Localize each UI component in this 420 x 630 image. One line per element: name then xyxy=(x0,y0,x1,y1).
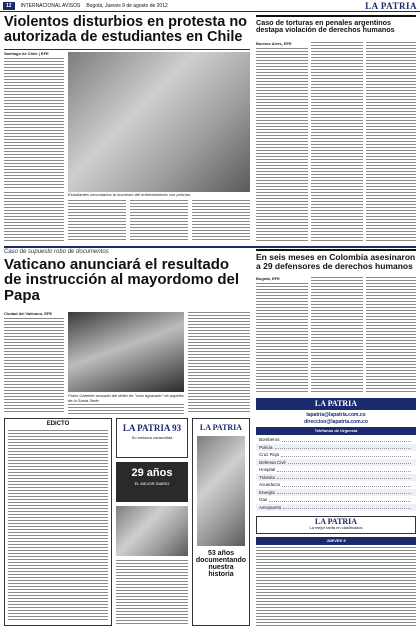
email-secondary[interactable]: direccion@lapatria.com.co xyxy=(304,419,368,425)
right-top-rule xyxy=(256,15,416,17)
lapatria-box-title: LA PATRIA xyxy=(256,398,416,410)
vatican-kicker: Caso de supuesto robo de documentos xyxy=(4,249,109,255)
directory-row-leader xyxy=(277,474,411,480)
torture-dateline: Buenos Aires, EFE xyxy=(256,41,292,46)
directory-row-label: Defensa Civil xyxy=(259,459,286,465)
directory-row xyxy=(256,504,416,512)
directory-row xyxy=(256,466,416,474)
directory-row-label: Acueducto xyxy=(259,482,281,487)
colombia-headline: En seis meses en Colombia asesinaron a 29 defensores de derechos humanos xyxy=(256,252,416,271)
directory-row-label: Bomberos xyxy=(259,437,280,442)
masthead-brand: LA PATRIA xyxy=(365,0,417,11)
directory-title: Teléfonos de Urgencia xyxy=(256,427,416,435)
bottom-brand: LA PATRIA xyxy=(314,517,358,526)
torture-text-col2 xyxy=(311,42,363,242)
directory-row xyxy=(256,474,416,482)
ad-text xyxy=(116,560,188,626)
torture-text-col3 xyxy=(366,42,416,242)
vatican-text-col2 xyxy=(68,404,184,414)
directory-row xyxy=(256,481,416,489)
radio-slogan: Su emisora consentida xyxy=(131,435,173,440)
top-story-text-col1 xyxy=(4,58,64,188)
email-label[interactable]: lapatria@lapatria.com.co xyxy=(306,412,366,418)
directory-row xyxy=(256,444,416,452)
top-story-rule xyxy=(4,49,250,50)
colombia-text-col3 xyxy=(366,277,416,393)
horoscope-title: JUEVES 9 xyxy=(256,537,416,545)
directory-row-label: Aeropuerto xyxy=(259,504,282,510)
directory-row-leader xyxy=(277,489,411,495)
directory-row xyxy=(256,436,416,444)
directory-row-leader xyxy=(277,466,411,472)
butler-photo-caption: Paolo Gabriele acusado del delito de "robo agravado" de papeles de la Santa Sede. xyxy=(68,393,184,403)
directory-row-label: Hospital xyxy=(259,467,276,472)
top-story-text-col1b xyxy=(4,192,64,242)
colombia-text-col1 xyxy=(256,283,308,393)
promo-text: 53 años documentando nuestra historia xyxy=(195,550,247,578)
page-number: 12 xyxy=(3,2,15,10)
issue-date: Bogotá, Jueves 9 de agosto de 2012 xyxy=(86,2,168,9)
bottom-brand-ad xyxy=(256,516,416,534)
directory-row xyxy=(256,489,416,497)
top-story-headline: Violentos disturbios en protesta no autorizada de estudiantes en Chile xyxy=(4,14,248,45)
directory-row xyxy=(256,451,416,459)
butler-photo xyxy=(68,312,184,392)
protest-photo-caption: Estudiantes secundarios al momento del enfrentamiento con policías. xyxy=(68,192,192,197)
anniversary-ad xyxy=(116,462,188,502)
top-story-text-col2 xyxy=(68,200,126,242)
vatican-text-col3 xyxy=(188,312,250,414)
directory-row-label: Tránsito xyxy=(259,474,276,480)
vatican-dateline: Ciudad del Vaticano, EFE xyxy=(4,311,53,316)
promo-ad xyxy=(192,418,250,626)
edicto-box xyxy=(4,418,112,626)
page-header xyxy=(0,0,420,12)
colombia-text-col2 xyxy=(311,277,363,393)
protest-photo xyxy=(68,52,250,192)
directory-list xyxy=(256,436,416,512)
radio-brand: LA PATRIA 93 xyxy=(122,423,182,433)
directory-row-label: Energía xyxy=(259,489,275,495)
directory-row-label: Gas xyxy=(259,497,268,502)
vatican-headline: Vaticano anunciará el resultado de instrucción al mayordomo del Papa xyxy=(4,256,240,304)
promo-photo xyxy=(197,436,245,546)
promo-brand: LA PATRIA xyxy=(199,423,243,432)
torture-headline: Caso de torturas en penales argentinos destapa violación de derechos humanos xyxy=(256,18,395,35)
vatican-text-col1 xyxy=(4,318,64,414)
ad-photo xyxy=(116,506,188,556)
anniversary-years: 29 años xyxy=(131,467,173,479)
directory-row-leader xyxy=(282,436,411,442)
directory-row-label: Cruz Roja xyxy=(259,452,280,457)
top-story-text-col4 xyxy=(192,200,250,242)
directory-row-label: Policía xyxy=(259,444,273,450)
anniversary-sub: EL MEJOR DIARIO xyxy=(134,481,170,486)
colombia-dateline: Bogotá, EFE xyxy=(256,276,280,281)
directory-row-leader xyxy=(282,481,411,487)
directory-row xyxy=(256,496,416,504)
section-divider xyxy=(4,246,416,248)
directory-row-leader xyxy=(269,496,411,502)
colombia-rule xyxy=(256,249,416,251)
directory-row-leader xyxy=(275,444,411,450)
horoscope-text xyxy=(256,547,416,626)
directory-row-leader xyxy=(283,504,411,510)
section-name: INTERNACIONAL AVISOS xyxy=(20,2,81,9)
edicto-title: EDICTO xyxy=(46,421,70,427)
top-story-dateline: Santiago de Chile | EFE xyxy=(4,51,49,56)
radio-ad xyxy=(116,418,188,458)
directory-row xyxy=(256,459,416,467)
top-story-text-col3 xyxy=(130,200,188,242)
bottom-tag: La mejor tarifa en clasificados xyxy=(309,525,363,530)
directory-row-leader xyxy=(288,459,411,465)
directory-row-leader xyxy=(281,451,411,457)
edicto-text xyxy=(8,430,108,622)
torture-text-col1 xyxy=(256,48,308,242)
